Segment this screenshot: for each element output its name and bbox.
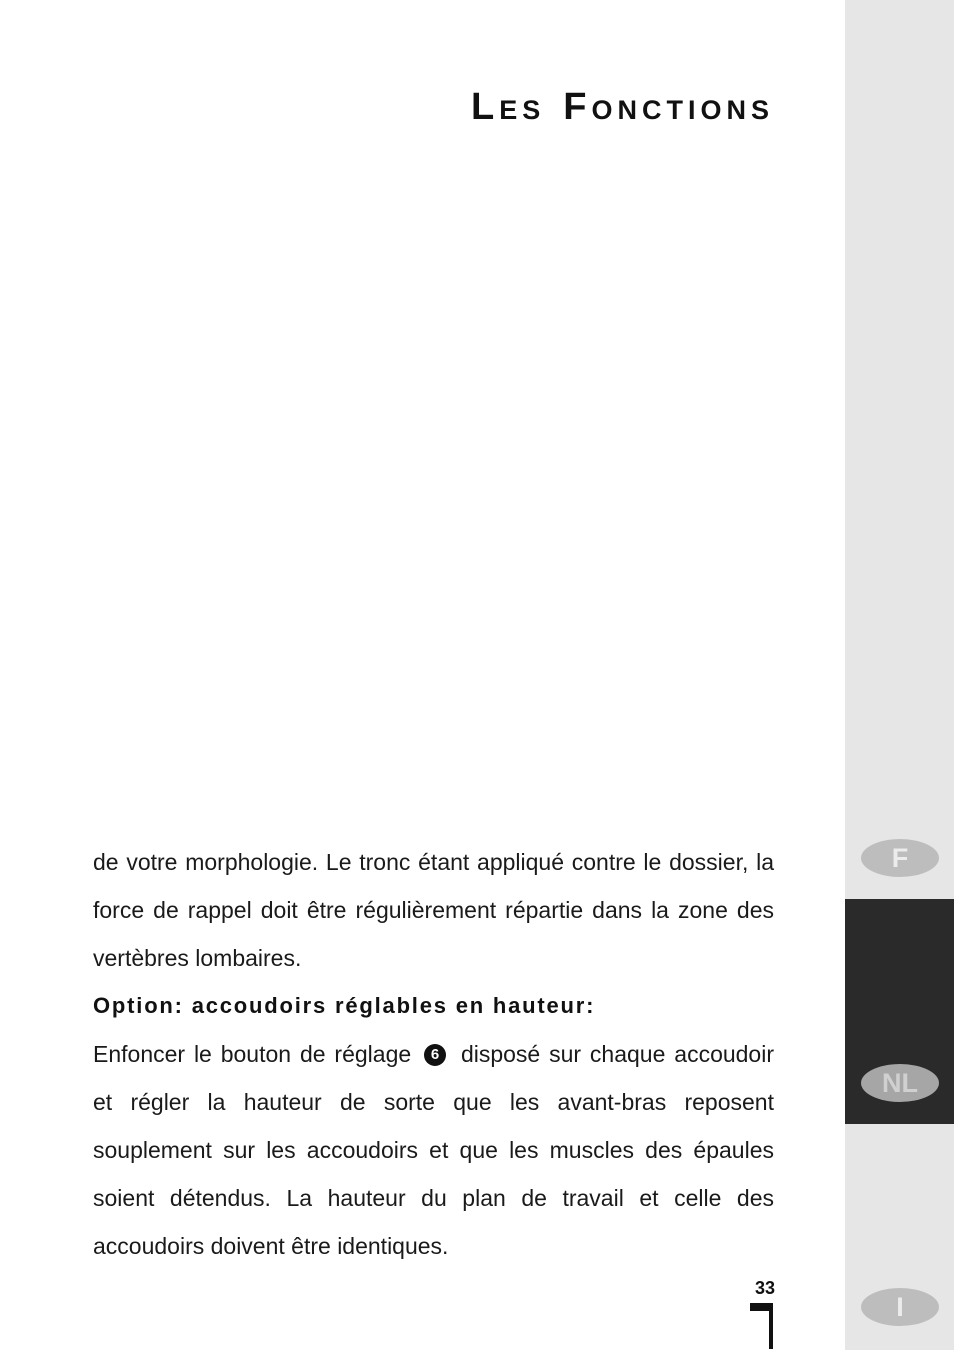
paragraph-armrests — [93, 1030, 774, 1270]
title-initial-f: F — [563, 86, 592, 128]
paragraph-armrests-end: disposé sur chaque accoudoir et régler la hauteur de sorte que les avant-bras reposent souplement sur les accoudoirs et que les muscles des épaules soient détendus. La hauteur du plan de travail et celle des accoudoirs doivent être identiques. — [93, 1041, 774, 1259]
title-rest-les: ES — [499, 95, 546, 125]
language-tab-f[interactable]: F — [861, 839, 939, 877]
section-heading-armrests: Option: accoudoirs réglables en hauteur: — [93, 993, 596, 1018]
paragraph-armrests-start: Enfoncer le bouton de réglage — [93, 1041, 412, 1067]
language-tab-nl[interactable]: NL — [861, 1064, 939, 1102]
callout-number-badge: 6 — [424, 1044, 446, 1066]
body-text — [93, 838, 774, 1270]
language-tab-i[interactable]: I — [861, 1288, 939, 1326]
title-rest-fonctions: ONCTIONS — [591, 95, 774, 125]
corner-mark-icon — [749, 1302, 775, 1350]
paragraph-morphology: de votre morphologie. Le tronc étant appliqué contre le dossier, la force de rappel doit être régulièrement répartie dans la zone des vertèbres lombaires. — [93, 849, 774, 971]
language-sidebar — [845, 0, 954, 1350]
page-title — [471, 86, 774, 129]
page-number: 33 — [754, 1278, 775, 1298]
title-initial-l: L — [471, 86, 500, 128]
